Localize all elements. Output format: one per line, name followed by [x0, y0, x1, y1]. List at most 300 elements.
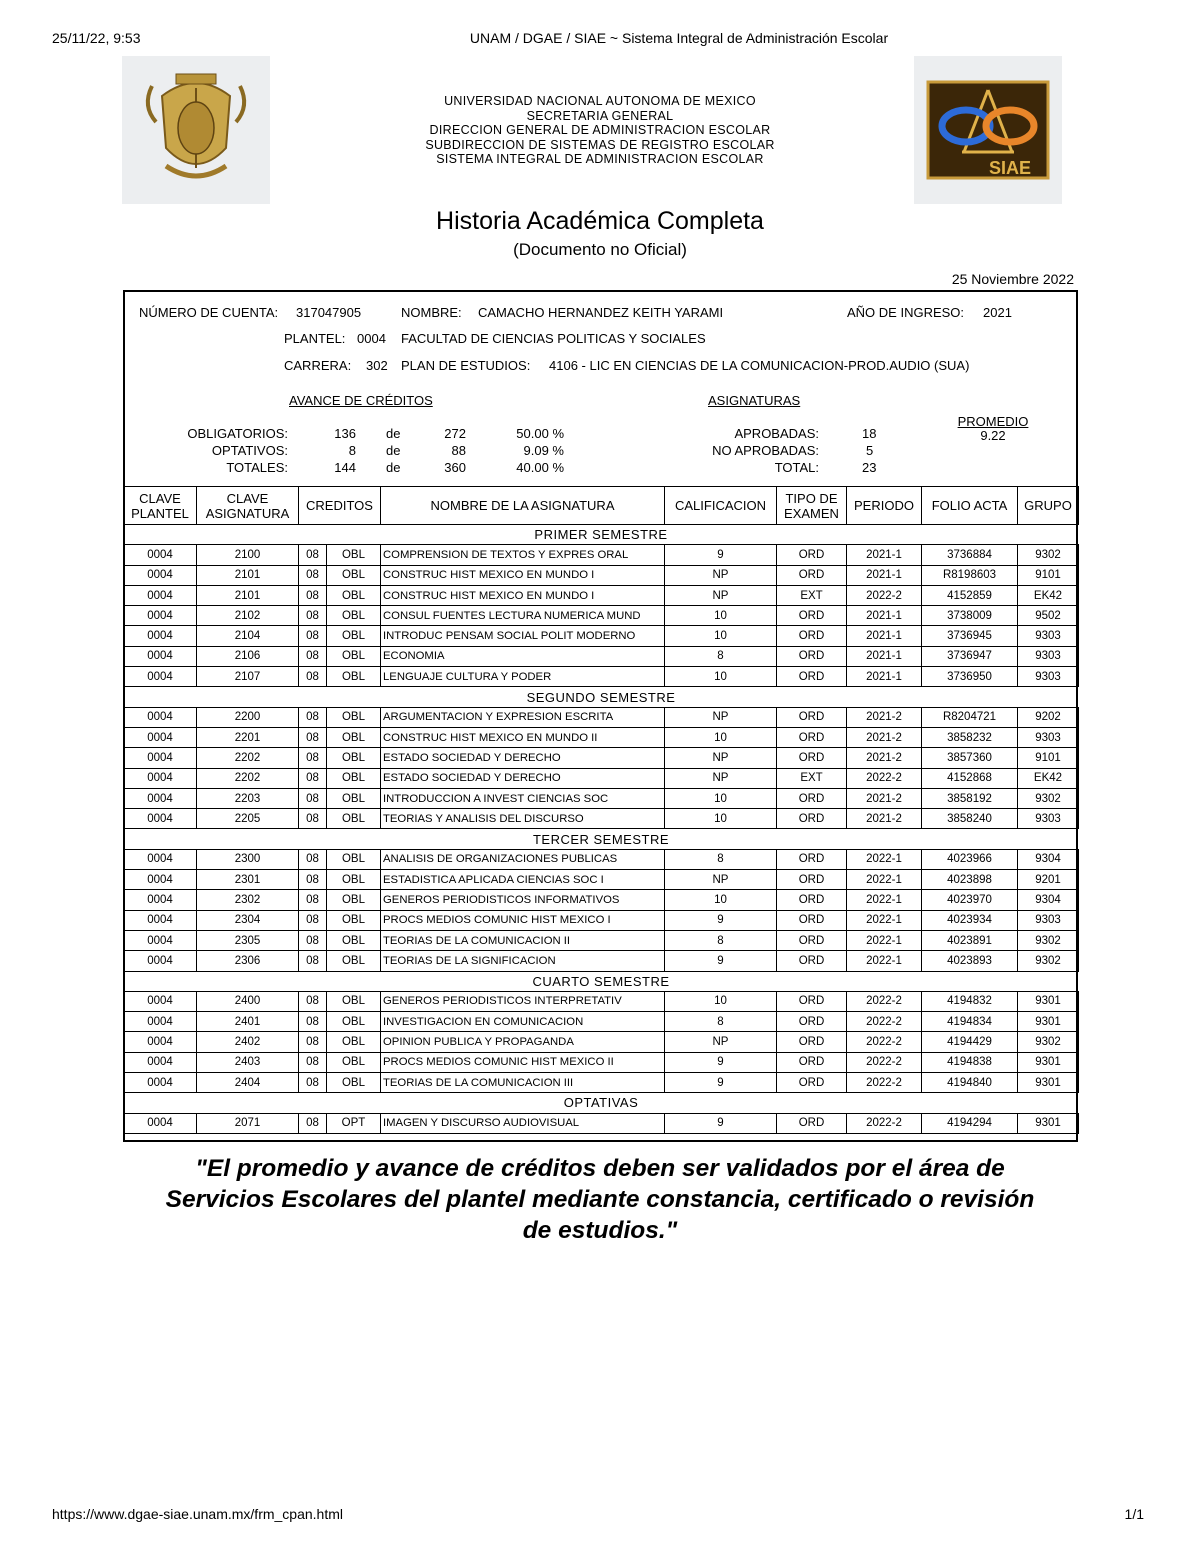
- cell-creditos: 08: [299, 910, 327, 930]
- table-row: [124, 768, 1079, 788]
- cell-tipo: OBL: [327, 930, 381, 950]
- cell-clave-asignatura: 2306: [197, 951, 299, 971]
- cell-grupo: 9304: [1018, 849, 1079, 869]
- cell-folio: 3736884: [922, 545, 1018, 565]
- cell-nombre: ESTADO SOCIEDAD Y DERECHO: [381, 768, 665, 788]
- optativos-total: 88: [451, 443, 466, 458]
- cell-creditos: 08: [299, 849, 327, 869]
- cell-folio: 3736947: [922, 646, 1018, 666]
- header-line: SISTEMA INTEGRAL DE ADMINISTRACION ESCOLAR: [436, 152, 764, 167]
- ingreso-value: 2021: [983, 305, 1012, 320]
- cell-clave-plantel: 0004: [124, 910, 197, 930]
- cell-periodo: 2022-2: [847, 585, 922, 605]
- cell-periodo: 2022-2: [847, 1113, 922, 1133]
- cell-tipo-examen: ORD: [777, 870, 847, 890]
- cell-tipo-examen: ORD: [777, 910, 847, 930]
- cell-tipo-examen: ORD: [777, 626, 847, 646]
- table-row: [124, 1052, 1079, 1072]
- cell-tipo-examen: ORD: [777, 646, 847, 666]
- cell-periodo: 2022-1: [847, 930, 922, 950]
- cell-calificacion: 9: [665, 1052, 777, 1072]
- table-row: [124, 1032, 1079, 1052]
- cell-nombre: INTRODUC PENSAM SOCIAL POLIT MODERNO: [381, 626, 665, 646]
- table-row: [124, 1113, 1079, 1133]
- cell-clave-asignatura: 2202: [197, 768, 299, 788]
- cell-periodo: 2021-1: [847, 667, 922, 687]
- cell-clave-asignatura: 2104: [197, 626, 299, 646]
- cell-clave-asignatura: 2304: [197, 910, 299, 930]
- cell-periodo: 2021-1: [847, 646, 922, 666]
- cell-creditos: 08: [299, 1012, 327, 1032]
- cell-clave-plantel: 0004: [124, 849, 197, 869]
- cell-creditos: 08: [299, 1073, 327, 1093]
- cell-tipo: OBL: [327, 890, 381, 910]
- cell-grupo: 9302: [1018, 788, 1079, 808]
- cell-folio: 4194834: [922, 1012, 1018, 1032]
- siae-logo: [914, 56, 1062, 204]
- obligatorios-label: OBLIGATORIOS:: [187, 426, 288, 441]
- cell-nombre: ANALISIS DE ORGANIZACIONES PUBLICAS: [381, 849, 665, 869]
- cell-calificacion: 9: [665, 910, 777, 930]
- cell-periodo: 2021-1: [847, 606, 922, 626]
- cell-calificacion: 8: [665, 646, 777, 666]
- cell-calificacion: 8: [665, 930, 777, 950]
- cell-folio: 4152859: [922, 585, 1018, 605]
- cell-grupo: 9101: [1018, 565, 1079, 585]
- cell-clave-asignatura: 2301: [197, 870, 299, 890]
- cell-creditos: 08: [299, 606, 327, 626]
- plantel-label: PLANTEL:: [284, 331, 346, 346]
- cell-tipo-examen: ORD: [777, 951, 847, 971]
- cell-folio: 3736950: [922, 667, 1018, 687]
- nombre-label: NOMBRE:: [401, 305, 462, 320]
- aprobadas-value: 18: [862, 426, 877, 441]
- unam-logo: [122, 56, 270, 204]
- cell-nombre: PROCS MEDIOS COMUNIC HIST MEXICO II: [381, 1052, 665, 1072]
- table-row: [124, 707, 1079, 727]
- cell-calificacion: 10: [665, 667, 777, 687]
- cell-periodo: 2021-1: [847, 565, 922, 585]
- col-clave-asignatura: CLAVE ASIGNATURA: [197, 487, 299, 525]
- cell-tipo: OBL: [327, 788, 381, 808]
- cell-nombre: PROCS MEDIOS COMUNIC HIST MEXICO I: [381, 910, 665, 930]
- cell-tipo: OPT: [327, 1113, 381, 1133]
- cell-clave-plantel: 0004: [124, 1012, 197, 1032]
- table-row: [124, 788, 1079, 808]
- carrera-value: 302: [366, 358, 388, 373]
- cell-clave-plantel: 0004: [124, 585, 197, 605]
- section-title: TERCER SEMESTRE: [124, 829, 1079, 849]
- table-row: [124, 667, 1079, 687]
- cell-clave-asignatura: 2201: [197, 727, 299, 747]
- cell-tipo-examen: EXT: [777, 768, 847, 788]
- institution-header: [300, 94, 900, 167]
- cell-clave-asignatura: 2305: [197, 930, 299, 950]
- cell-creditos: 08: [299, 727, 327, 747]
- cell-calificacion: NP: [665, 565, 777, 585]
- grades-table: [123, 486, 1079, 1134]
- cell-creditos: 08: [299, 768, 327, 788]
- cell-tipo-examen: ORD: [777, 1052, 847, 1072]
- table-row: [124, 809, 1079, 829]
- cell-tipo: OBL: [327, 991, 381, 1011]
- cell-grupo: 9303: [1018, 727, 1079, 747]
- section-header-row: [124, 525, 1079, 545]
- cell-grupo: 9304: [1018, 890, 1079, 910]
- cell-clave-asignatura: 2200: [197, 707, 299, 727]
- totales-total: 360: [444, 460, 466, 475]
- header-line: SUBDIRECCION DE SISTEMAS DE REGISTRO ESCOLAR: [425, 137, 775, 152]
- cell-periodo: 2022-2: [847, 1052, 922, 1072]
- cell-creditos: 08: [299, 1113, 327, 1133]
- cell-clave-asignatura: 2400: [197, 991, 299, 1011]
- cell-calificacion: 9: [665, 951, 777, 971]
- cell-nombre: ESTADISTICA APLICADA CIENCIAS SOC I: [381, 870, 665, 890]
- cell-creditos: 08: [299, 1052, 327, 1072]
- cell-tipo: OBL: [327, 667, 381, 687]
- cell-tipo: OBL: [327, 606, 381, 626]
- cell-nombre: ARGUMENTACION Y EXPRESION ESCRITA: [381, 707, 665, 727]
- cell-grupo: 9202: [1018, 707, 1079, 727]
- cell-folio: 4023891: [922, 930, 1018, 950]
- cell-grupo: 9303: [1018, 646, 1079, 666]
- cell-clave-asignatura: 2404: [197, 1073, 299, 1093]
- cell-calificacion: 8: [665, 849, 777, 869]
- cell-calificacion: 10: [665, 890, 777, 910]
- cell-tipo-examen: ORD: [777, 788, 847, 808]
- cell-tipo: OBL: [327, 768, 381, 788]
- print-datetime: 25/11/22, 9:53: [52, 30, 141, 46]
- section-title: OPTATIVAS: [124, 1093, 1079, 1113]
- cell-tipo-examen: ORD: [777, 667, 847, 687]
- cell-nombre: LENGUAJE CULTURA Y PODER: [381, 667, 665, 687]
- cell-creditos: 08: [299, 626, 327, 646]
- cell-tipo-examen: ORD: [777, 606, 847, 626]
- cell-folio: 3738009: [922, 606, 1018, 626]
- cell-tipo: OBL: [327, 870, 381, 890]
- cell-clave-plantel: 0004: [124, 565, 197, 585]
- cell-tipo: OBL: [327, 545, 381, 565]
- cell-grupo: 9303: [1018, 910, 1079, 930]
- optativos-pct: 9.09 %: [523, 443, 564, 458]
- cell-clave-asignatura: 2101: [197, 585, 299, 605]
- cell-folio: R8204721: [922, 707, 1018, 727]
- cell-clave-plantel: 0004: [124, 1073, 197, 1093]
- cell-clave-plantel: 0004: [124, 1113, 197, 1133]
- cell-nombre: INVESTIGACION EN COMUNICACION: [381, 1012, 665, 1032]
- cell-tipo: OBL: [327, 707, 381, 727]
- grades-body: [124, 525, 1079, 1134]
- section-header-row: [124, 1093, 1079, 1113]
- cell-clave-asignatura: 2403: [197, 1052, 299, 1072]
- cell-folio: 3858240: [922, 809, 1018, 829]
- plantel-value: 0004: [357, 331, 386, 346]
- cell-periodo: 2022-1: [847, 910, 922, 930]
- cell-nombre: INTRODUCCION A INVEST CIENCIAS SOC: [381, 788, 665, 808]
- table-row: [124, 545, 1079, 565]
- cell-grupo: 9303: [1018, 626, 1079, 646]
- cell-grupo: 9301: [1018, 1113, 1079, 1133]
- table-row: [124, 626, 1079, 646]
- cell-tipo-examen: ORD: [777, 1113, 847, 1133]
- cell-folio: 4023970: [922, 890, 1018, 910]
- cell-clave-asignatura: 2203: [197, 788, 299, 808]
- cell-tipo: OBL: [327, 626, 381, 646]
- col-calificacion: CALIFICACION: [665, 487, 777, 525]
- cell-tipo: OBL: [327, 727, 381, 747]
- cell-grupo: 9502: [1018, 606, 1079, 626]
- cell-folio: 4194294: [922, 1113, 1018, 1133]
- table-row: [124, 727, 1079, 747]
- totales-de: de: [386, 460, 401, 475]
- cell-tipo-examen: ORD: [777, 545, 847, 565]
- cell-nombre: GENEROS PERIODISTICOS INFORMATIVOS: [381, 890, 665, 910]
- cell-tipo: OBL: [327, 748, 381, 768]
- table-row: [124, 849, 1079, 869]
- cell-calificacion: 9: [665, 1113, 777, 1133]
- cell-nombre: CONSUL FUENTES LECTURA NUMERICA MUND: [381, 606, 665, 626]
- cell-grupo: 9301: [1018, 1052, 1079, 1072]
- cell-calificacion: 10: [665, 991, 777, 1011]
- cell-periodo: 2021-2: [847, 707, 922, 727]
- col-tipo-examen: TIPO DE EXAMEN: [777, 487, 847, 525]
- table-row: [124, 585, 1079, 605]
- cell-tipo-examen: EXT: [777, 585, 847, 605]
- cell-creditos: 08: [299, 707, 327, 727]
- cell-tipo-examen: ORD: [777, 748, 847, 768]
- section-title: CUARTO SEMESTRE: [124, 971, 1079, 991]
- asig-total-value: 23: [862, 460, 877, 475]
- cell-grupo: 9101: [1018, 748, 1079, 768]
- print-page-number: 1/1: [1124, 1506, 1144, 1522]
- cell-nombre: CONSTRUC HIST MEXICO EN MUNDO I: [381, 565, 665, 585]
- table-row: [124, 646, 1079, 666]
- cell-periodo: 2021-1: [847, 545, 922, 565]
- cell-calificacion: NP: [665, 748, 777, 768]
- cell-creditos: 08: [299, 565, 327, 585]
- cell-periodo: 2021-2: [847, 748, 922, 768]
- cell-clave-asignatura: 2107: [197, 667, 299, 687]
- cell-clave-plantel: 0004: [124, 890, 197, 910]
- cell-tipo: OBL: [327, 809, 381, 829]
- carrera-label: CARRERA:: [284, 358, 352, 373]
- nombre-value: CAMACHO HERNANDEZ KEITH YARAMI: [478, 305, 724, 320]
- cell-creditos: 08: [299, 870, 327, 890]
- report-date: 25 Noviembre 2022: [951, 271, 1074, 287]
- cell-calificacion: 10: [665, 809, 777, 829]
- cell-nombre: COMPRENSION DE TEXTOS Y EXPRES ORAL: [381, 545, 665, 565]
- warning-line: "El promedio y avance de créditos deben ser validados por el área de: [195, 1155, 1005, 1182]
- cell-periodo: 2021-1: [847, 626, 922, 646]
- section-header-row: [124, 971, 1079, 991]
- cell-folio: 4023898: [922, 870, 1018, 890]
- cell-clave-plantel: 0004: [124, 727, 197, 747]
- cell-nombre: IMAGEN Y DISCURSO AUDIOVISUAL: [381, 1113, 665, 1133]
- cell-periodo: 2022-2: [847, 768, 922, 788]
- cell-grupo: 9302: [1018, 545, 1079, 565]
- cell-tipo-examen: ORD: [777, 890, 847, 910]
- cell-creditos: 08: [299, 788, 327, 808]
- table-row: [124, 1073, 1079, 1093]
- col-periodo: PERIODO: [847, 487, 922, 525]
- cell-creditos: 08: [299, 809, 327, 829]
- cell-folio: 4152868: [922, 768, 1018, 788]
- cell-tipo: OBL: [327, 646, 381, 666]
- cell-calificacion: 9: [665, 545, 777, 565]
- cell-clave-asignatura: 2205: [197, 809, 299, 829]
- cell-clave-plantel: 0004: [124, 809, 197, 829]
- cell-tipo-examen: ORD: [777, 707, 847, 727]
- cell-clave-asignatura: 2202: [197, 748, 299, 768]
- cell-tipo: OBL: [327, 910, 381, 930]
- cell-folio: 3858192: [922, 788, 1018, 808]
- plan-label: PLAN DE ESTUDIOS:: [401, 358, 531, 373]
- optativos-value: 8: [348, 443, 356, 458]
- ingreso-label: AÑO DE INGRESO:: [847, 305, 965, 320]
- cell-folio: 4194429: [922, 1032, 1018, 1052]
- cell-periodo: 2021-2: [847, 727, 922, 747]
- cell-clave-plantel: 0004: [124, 626, 197, 646]
- cell-creditos: 08: [299, 545, 327, 565]
- cell-folio: 4023893: [922, 951, 1018, 971]
- cell-grupo: 9301: [1018, 1012, 1079, 1032]
- cell-clave-asignatura: 2402: [197, 1032, 299, 1052]
- header-line: SECRETARIA GENERAL: [526, 108, 674, 123]
- totales-value: 144: [334, 460, 356, 475]
- table-row: [124, 890, 1079, 910]
- cell-periodo: 2021-2: [847, 788, 922, 808]
- cell-calificacion: 10: [665, 606, 777, 626]
- cell-calificacion: NP: [665, 585, 777, 605]
- section-title: SEGUNDO SEMESTRE: [124, 687, 1079, 707]
- cell-periodo: 2022-1: [847, 870, 922, 890]
- cell-periodo: 2022-2: [847, 991, 922, 1011]
- obligatorios-value: 136: [334, 426, 356, 441]
- asig-total-label: TOTAL:: [774, 460, 819, 475]
- promedio-value: 9.22: [980, 428, 1006, 443]
- cell-clave-plantel: 0004: [124, 870, 197, 890]
- asignaturas-title: ASIGNATURAS: [708, 393, 801, 408]
- cell-tipo-examen: ORD: [777, 565, 847, 585]
- cell-clave-plantel: 0004: [124, 1032, 197, 1052]
- col-nombre: NOMBRE DE LA ASIGNATURA: [381, 487, 665, 525]
- cell-grupo: 9301: [1018, 991, 1079, 1011]
- table-header-row: [124, 487, 1079, 525]
- obligatorios-de: de: [386, 426, 401, 441]
- cell-grupo: 9302: [1018, 930, 1079, 950]
- cell-tipo-examen: ORD: [777, 1032, 847, 1052]
- cell-creditos: 08: [299, 1032, 327, 1052]
- table-row: [124, 748, 1079, 768]
- col-creditos: CREDITOS: [299, 487, 381, 525]
- optativos-de: de: [386, 443, 401, 458]
- optativos-label: OPTATIVOS:: [211, 443, 288, 458]
- cell-clave-asignatura: 2071: [197, 1113, 299, 1133]
- cell-creditos: 08: [299, 646, 327, 666]
- totales-label: TOTALES:: [226, 460, 288, 475]
- cell-folio: 3858232: [922, 727, 1018, 747]
- cell-tipo: OBL: [327, 1012, 381, 1032]
- cell-calificacion: 10: [665, 626, 777, 646]
- cell-calificacion: NP: [665, 870, 777, 890]
- cell-clave-plantel: 0004: [124, 768, 197, 788]
- validation-warning: [0, 1153, 1200, 1246]
- cell-tipo-examen: ORD: [777, 809, 847, 829]
- cell-periodo: 2022-2: [847, 1032, 922, 1052]
- cell-clave-asignatura: 2100: [197, 545, 299, 565]
- cell-grupo: 9303: [1018, 667, 1079, 687]
- col-clave-plantel: CLAVE PLANTEL: [124, 487, 197, 525]
- table-row: [124, 1012, 1079, 1032]
- cell-clave-plantel: 0004: [124, 545, 197, 565]
- cell-clave-plantel: 0004: [124, 606, 197, 626]
- cell-tipo: OBL: [327, 1052, 381, 1072]
- cell-creditos: 08: [299, 748, 327, 768]
- cell-grupo: 9303: [1018, 809, 1079, 829]
- col-folio: FOLIO ACTA: [922, 487, 1018, 525]
- cell-tipo: OBL: [327, 951, 381, 971]
- cell-tipo: OBL: [327, 1073, 381, 1093]
- cell-tipo-examen: ORD: [777, 991, 847, 1011]
- cell-grupo: EK42: [1018, 768, 1079, 788]
- plantel-name: FACULTAD DE CIENCIAS POLITICAS Y SOCIALES: [401, 331, 706, 346]
- cell-nombre: OPINION PUBLICA Y PROPAGANDA: [381, 1032, 665, 1052]
- no-aprobadas-label: NO APROBADAS:: [712, 443, 819, 458]
- plan-value: 4106 - LIC EN CIENCIAS DE LA COMUNICACION-PROD.AUDIO (SUA): [549, 358, 970, 373]
- cell-clave-asignatura: 2302: [197, 890, 299, 910]
- cell-folio: 4194838: [922, 1052, 1018, 1072]
- cell-creditos: 08: [299, 585, 327, 605]
- cell-tipo: OBL: [327, 849, 381, 869]
- promedio-label: PROMEDIO: [957, 414, 1029, 429]
- cell-nombre: TEORIAS DE LA COMUNICACION II: [381, 930, 665, 950]
- cell-grupo: EK42: [1018, 585, 1079, 605]
- cell-clave-asignatura: 2102: [197, 606, 299, 626]
- cell-calificacion: NP: [665, 1032, 777, 1052]
- print-page-title: UNAM / DGAE / SIAE ~ Sistema Integral de Administración Escolar: [469, 30, 889, 46]
- cell-periodo: 2021-2: [847, 809, 922, 829]
- cell-nombre: GENEROS PERIODISTICOS INTERPRETATIV: [381, 991, 665, 1011]
- cell-clave-plantel: 0004: [124, 991, 197, 1011]
- cell-folio: 4194840: [922, 1073, 1018, 1093]
- page-subtitle: (Documento no Oficial): [513, 240, 687, 259]
- cell-nombre: TEORIAS DE LA SIGNIFICACION: [381, 951, 665, 971]
- print-url: https://www.dgae-siae.unam.mx/frm_cpan.html: [52, 1506, 344, 1522]
- cell-clave-plantel: 0004: [124, 667, 197, 687]
- table-row: [124, 870, 1079, 890]
- cell-calificacion: 9: [665, 1073, 777, 1093]
- section-header-row: [124, 829, 1079, 849]
- cell-calificacion: 8: [665, 1012, 777, 1032]
- section-title: PRIMER SEMESTRE: [124, 525, 1079, 545]
- header-line: UNIVERSIDAD NACIONAL AUTONOMA DE MEXICO: [444, 94, 756, 108]
- cell-folio: 4194832: [922, 991, 1018, 1011]
- col-grupo: GRUPO: [1018, 487, 1079, 525]
- cell-clave-plantel: 0004: [124, 1052, 197, 1072]
- no-aprobadas-value: 5: [866, 443, 874, 458]
- cell-calificacion: NP: [665, 768, 777, 788]
- cell-nombre: TEORIAS DE LA COMUNICACION III: [381, 1073, 665, 1093]
- cell-clave-plantel: 0004: [124, 748, 197, 768]
- aprobadas-label: APROBADAS:: [734, 426, 819, 441]
- cell-folio: 3857360: [922, 748, 1018, 768]
- cell-creditos: 08: [299, 991, 327, 1011]
- table-row: [124, 910, 1079, 930]
- avance-title: AVANCE DE CRÉDITOS: [289, 393, 433, 408]
- siae-logo-text: SIAE: [988, 158, 1032, 178]
- cell-tipo: OBL: [327, 1032, 381, 1052]
- cell-periodo: 2022-2: [847, 1012, 922, 1032]
